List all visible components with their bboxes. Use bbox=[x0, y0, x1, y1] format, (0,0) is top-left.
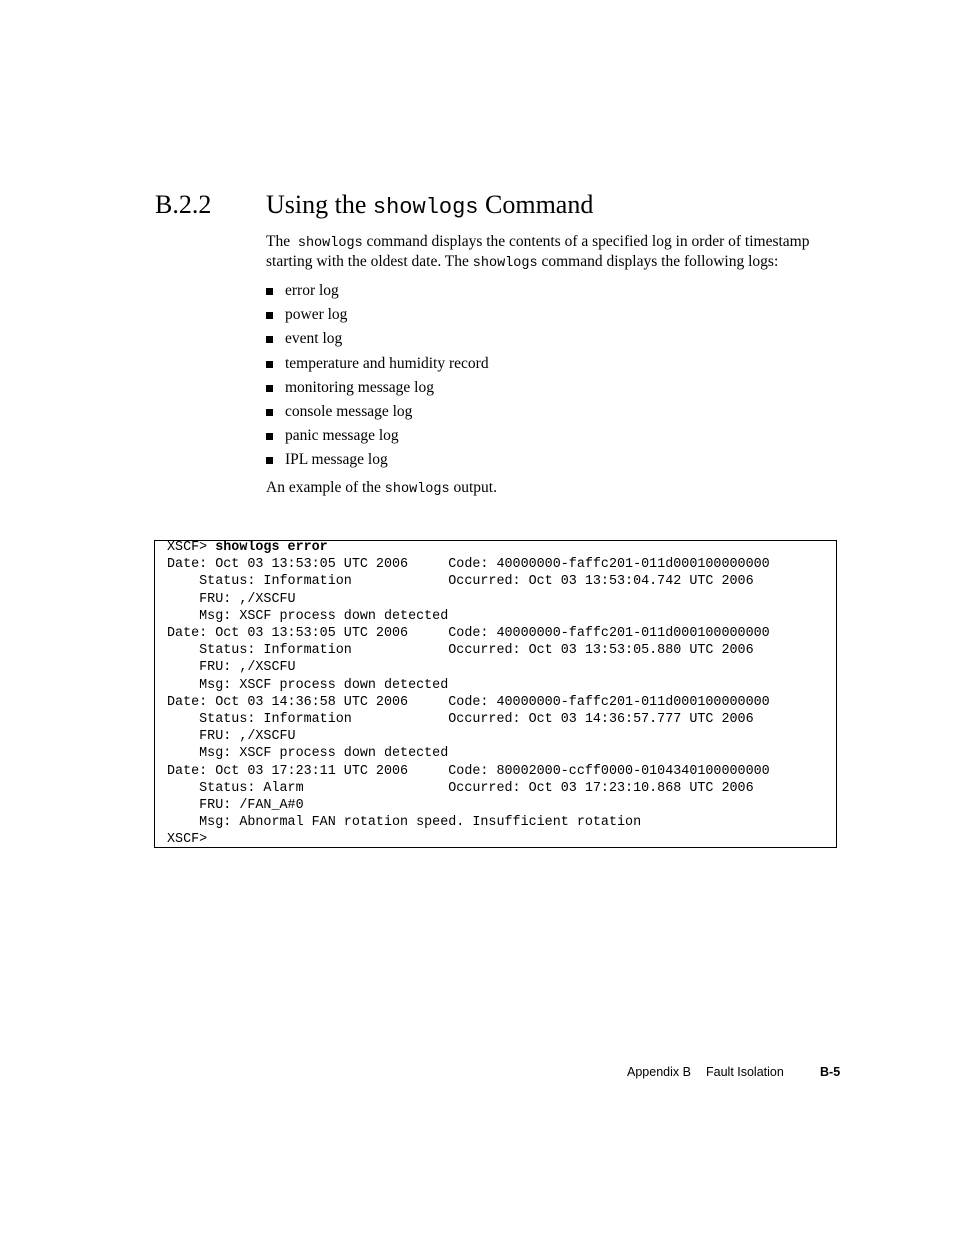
list-item bbox=[266, 376, 826, 400]
code-line: Status: Information Occurred: Oct 03 14:36:57.777 UTC 2006 bbox=[167, 712, 754, 728]
code-final-prompt: XSCF> bbox=[167, 832, 208, 848]
list-item-label: error log bbox=[285, 282, 339, 299]
code-output bbox=[167, 539, 836, 849]
list-item-label: temperature and humidity record bbox=[285, 354, 489, 372]
code-line: FRU: /FAN_A#0 bbox=[167, 798, 304, 814]
code-line: Status: Information Occurred: Oct 03 13:53:05.880 UTC 2006 bbox=[167, 643, 754, 659]
list-item bbox=[266, 279, 826, 303]
intro-paragraph bbox=[266, 233, 826, 273]
example-caption bbox=[266, 479, 826, 499]
square-bullet-icon bbox=[266, 361, 273, 368]
code-line: Msg: Abnormal FAN rotation speed. Insufficient rotation bbox=[167, 815, 642, 831]
code-line: Msg: XSCF process down detected bbox=[167, 746, 449, 762]
section-body bbox=[266, 233, 826, 499]
list-item-label: event log bbox=[285, 330, 343, 348]
section-number: B.2.2 bbox=[155, 190, 212, 219]
list-item bbox=[266, 303, 826, 327]
code-line: Date: Oct 03 14:36:58 UTC 2006 Code: 40000000-faffc201-011d000100000000 bbox=[167, 694, 770, 710]
code-prompt: XSCF> bbox=[167, 540, 216, 555]
footer-section-title: Fault Isolation bbox=[706, 1065, 784, 1079]
log-list bbox=[266, 279, 826, 473]
list-item bbox=[266, 327, 826, 351]
code-line: Msg: XSCF process down detected bbox=[167, 677, 449, 693]
page-footer bbox=[0, 1063, 954, 1081]
square-bullet-icon bbox=[266, 385, 273, 392]
code-line: Date: Oct 03 17:23:11 UTC 2006 Code: 80002000-ccff0000-0104340100000000 bbox=[167, 763, 770, 779]
list-item bbox=[266, 448, 826, 472]
list-item-label: IPL message log bbox=[285, 451, 388, 469]
intro-text-1: The bbox=[266, 233, 291, 250]
square-bullet-icon bbox=[266, 409, 273, 416]
code-line: Status: Alarm Occurred: Oct 03 17:23:10.868 UTC 2006 bbox=[167, 780, 754, 796]
code-line: Date: Oct 03 13:53:05 UTC 2006 Code: 40000000-faffc201-011d000100000000 bbox=[167, 626, 770, 642]
list-item bbox=[266, 400, 826, 424]
code-line: FRU: ,/XSCFU bbox=[167, 591, 296, 607]
example-text-2: output. bbox=[453, 478, 497, 496]
list-item-label: panic message log bbox=[285, 427, 399, 445]
code-example-box bbox=[154, 540, 837, 848]
code-command: showlogs error bbox=[215, 540, 328, 555]
section-title-text-after: Command bbox=[485, 190, 594, 219]
section-title-text-before: Using the bbox=[266, 190, 367, 219]
square-bullet-icon bbox=[266, 288, 273, 295]
intro-command-2: showlogs bbox=[472, 256, 538, 271]
page-number: B-5 bbox=[820, 1065, 841, 1079]
list-item-label: power log bbox=[285, 306, 348, 324]
square-bullet-icon bbox=[266, 457, 273, 464]
intro-command-1: showlogs bbox=[297, 236, 363, 251]
list-item bbox=[266, 424, 826, 448]
square-bullet-icon bbox=[266, 433, 273, 440]
code-line: Date: Oct 03 13:53:05 UTC 2006 Code: 40000000-faffc201-011d000100000000 bbox=[167, 557, 770, 573]
code-line: FRU: ,/XSCFU bbox=[167, 729, 296, 745]
intro-text-2: command displays the contents of a specified log in order of timestamp starting with the oldest date. The bbox=[266, 233, 810, 270]
list-item-label: console message log bbox=[285, 402, 413, 420]
footer-appendix: Appendix B bbox=[627, 1065, 691, 1079]
example-command: showlogs bbox=[384, 481, 450, 497]
code-line: Status: Information Occurred: Oct 03 13:53:04.742 UTC 2006 bbox=[167, 574, 754, 590]
section-title bbox=[266, 186, 593, 227]
code-line: FRU: ,/XSCFU bbox=[167, 660, 296, 676]
list-item-label: monitoring message log bbox=[285, 378, 434, 396]
list-item bbox=[266, 352, 826, 376]
code-line: Msg: XSCF process down detected bbox=[167, 608, 449, 624]
example-text-1: An example of the bbox=[266, 478, 381, 496]
square-bullet-icon bbox=[266, 312, 273, 319]
square-bullet-icon bbox=[266, 336, 273, 343]
intro-text-3: command displays the following logs: bbox=[541, 253, 779, 270]
section-title-command: showlogs bbox=[372, 195, 479, 220]
